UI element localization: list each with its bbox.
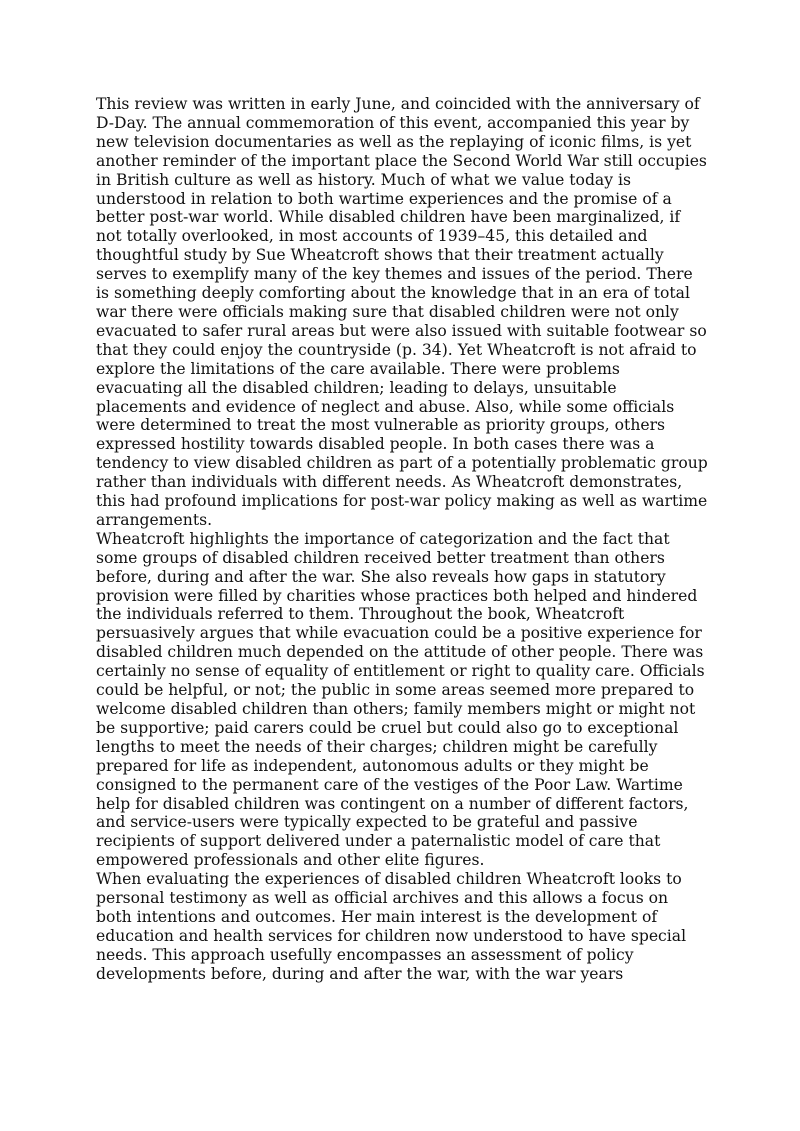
paragraph-1: This review was written in early June, and coincided with the anniversary of D-Day. The annual commemoration of this event, accompanied this year by new television documentaries as well as the replaying of iconic films, is yet another reminder of the important place the Second World War still occupies in British culture as well as history. Much of what we value today is understood in relation to both wartime experiences and the promise of a better post-war world. While disabled children have been marginalized, if not totally overlooked, in most accounts of 1939–45, this detailed and thoughtful study by Sue Wheatcroft shows that their treatment actually serves to exemplify many of the key themes and issues of the period. There is something deeply comforting about the knowledge that in an era of total war there were officials making sure that disabled children were not only evacuated to safer rural areas but were also issued with suitable footwear so that they could enjoy the countryside (p. 34). Yet Wheatcroft is not afraid to explore the limitations of the care available. There were problems evacuating all the disabled children; leading to delays, unsuitable placements and evidence of neglect and abuse. Also, while some officials were determined to treat the most vulnerable as priority groups, others expressed hostility towards disabled people. In both cases there was a tendency to view disabled children as part of a potentially problematic group rather than individuals with different needs. As Wheatcroft demonstrates, this had profound implications for post-war policy making as well as wartime arrangements.: [96, 95, 708, 529]
paragraph-3: When evaluating the experiences of disabled children Wheatcroft looks to personal testimony as well as official archives and this allows a focus on both intentions and outcomes. Her main interest is the development of education and health services for children now understood to have special needs. This approach usefully encompasses an assessment of policy developments before, during and after the war, with the war years: [96, 870, 687, 983]
paragraph-2: Wheatcroft highlights the importance of categorization and the fact that some groups of disabled children received better treatment than others before, during and after the war. She also reveals how gaps in statutory provision were filled by charities whose practices both helped and hindered the individuals referred to them. Throughout the book, Wheatcroft persuasively argues that while evacuation could be a positive experience for disabled children much depended on the attitude of other people. There was certainly no sense of equality of entitlement or right to quality care. Officials could be helpful, or not; the public in some areas seemed more prepared to welcome disabled children than others; family members might or might not be supportive; paid carers could be cruel but could also go to exceptional lengths to meet the needs of their charges; children might be carefully prepared for life as independent, autonomous adults or they might be consigned to the permanent care of the vestiges of the Poor Law. Wartime help for disabled children was contingent on a number of different factors, and service-users were typically expected to be grateful and passive recipients of support delivered under a paternalistic model of care that empowered professionals and other elite figures.: [96, 529, 705, 870]
document-body: [96, 95, 708, 984]
